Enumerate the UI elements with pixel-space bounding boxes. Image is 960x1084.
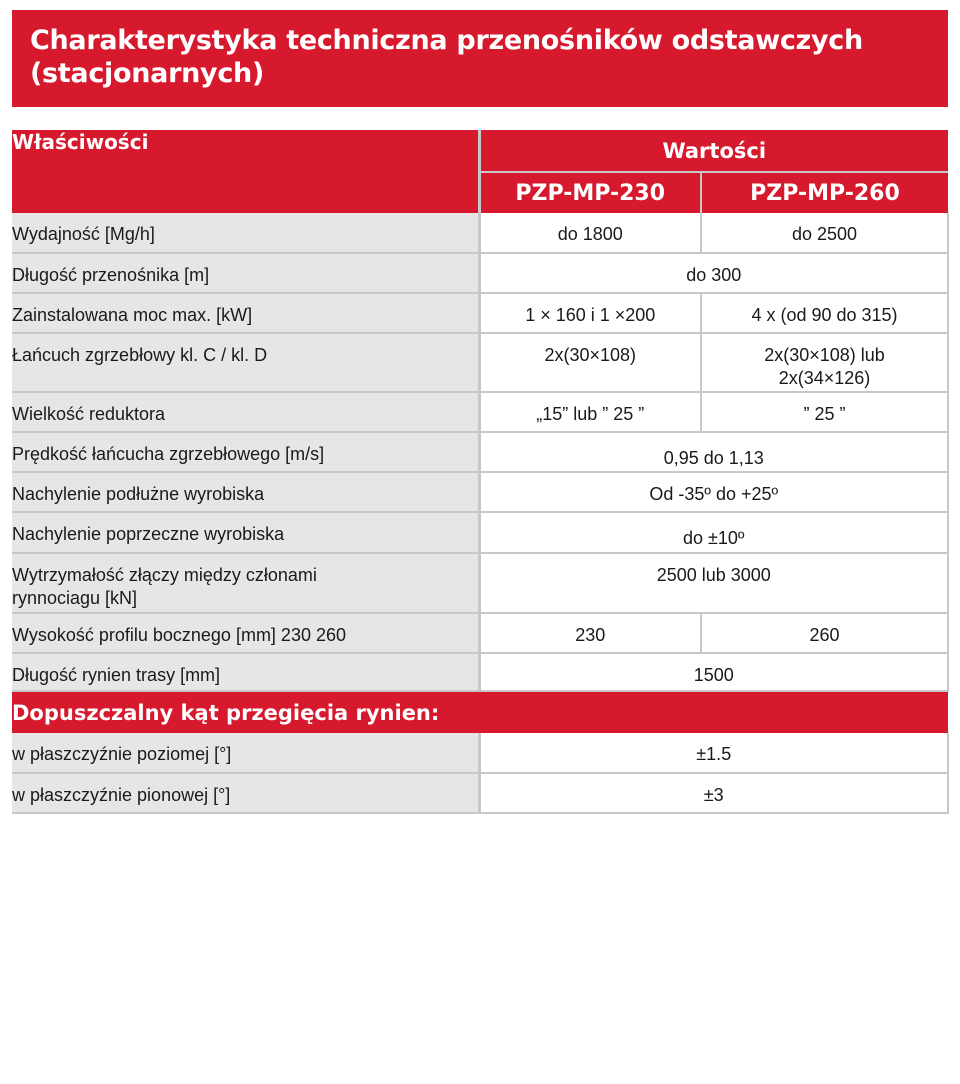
row-label-line-1: Wytrzymałość złączy między członami [12, 565, 317, 585]
row-value [479, 512, 948, 553]
table-row [12, 392, 948, 432]
table-row [12, 432, 948, 472]
row-value: 2500 lub 3000 [479, 553, 948, 613]
page-title-line-1: Charakterystyka techniczna przenośników odstawczych [30, 25, 863, 56]
row-label: Zainstalowana moc max. [kW] [12, 293, 479, 333]
section-title: Dopuszczalny kąt przegięcia rynien: [12, 691, 948, 733]
row-label: Długość rynien trasy [mm] [12, 653, 479, 691]
section-header-row [12, 691, 948, 733]
row-label: w płaszczyźnie poziomej [°] [12, 733, 479, 773]
row-value-230: 230 [479, 613, 701, 653]
row-label: Łańcuch zgrzebłowy kl. C / kl. D [12, 333, 479, 392]
row-value-260-line-1: 2x(30×108) lub [764, 345, 885, 365]
row-label-line-2: rynnociagu [kN] [12, 588, 138, 608]
row-value-230: 1 × 160 i 1 ×200 [479, 293, 701, 333]
row-value: do 300 [479, 253, 948, 293]
page-title [30, 24, 948, 90]
table-row [12, 213, 948, 253]
header-values: Wartości [479, 130, 948, 172]
row-value-text: 0,95 do 1,13 [663, 448, 764, 468]
table-row [12, 293, 948, 333]
header-model-230: PZP-MP-230 [479, 172, 701, 213]
row-value: ±3 [479, 773, 948, 813]
row-label [12, 553, 479, 613]
row-label: Wielkość reduktora [12, 392, 479, 432]
row-value-260-line-2: 2x(34×126) [778, 368, 871, 388]
row-value-260: 4 x (od 90 do 315) [701, 293, 948, 333]
row-value [479, 432, 948, 472]
row-label: Długość przenośnika [m] [12, 253, 479, 293]
row-value: 1500 [479, 653, 948, 691]
row-value-260 [701, 333, 948, 392]
table-row [12, 733, 948, 773]
table-row [12, 253, 948, 293]
row-value-text: do ±10º [683, 528, 745, 548]
row-value-230: „15” lub ” 25 ” [479, 392, 701, 432]
row-label: Wysokość profilu bocznego [mm] 230 260 [12, 613, 479, 653]
header-row [12, 130, 948, 172]
row-value: Od -35º do +25º [479, 472, 948, 512]
table-row [12, 512, 948, 553]
title-banner [12, 10, 948, 107]
table-row [12, 333, 948, 392]
header-model-260: PZP-MP-260 [750, 180, 900, 206]
table-row [12, 613, 948, 653]
row-label: Prędkość łańcucha zgrzebłowego [m/s] [12, 432, 479, 472]
table-row [12, 553, 948, 613]
table-row [12, 653, 948, 691]
table-row [12, 773, 948, 813]
table-row [12, 472, 948, 512]
header-properties: Właściwości [12, 130, 479, 213]
row-label: Nachylenie poprzeczne wyrobiska [12, 512, 479, 553]
row-value-260: do 2500 [701, 213, 948, 253]
row-value: ±1.5 [479, 733, 948, 773]
spec-table [12, 130, 949, 814]
row-label: w płaszczyźnie pionowej [°] [12, 773, 479, 813]
row-value-230: 2x(30×108) [479, 333, 701, 392]
row-label: Nachylenie podłużne wyrobiska [12, 472, 479, 512]
row-value-230: do 1800 [479, 213, 701, 253]
row-value-260: ” 25 ” [701, 392, 948, 432]
page-title-line-2: (stacjonarnych) [30, 58, 264, 89]
row-value-260: 260 [701, 613, 948, 653]
row-label: Wydajność [Mg/h] [12, 213, 479, 253]
